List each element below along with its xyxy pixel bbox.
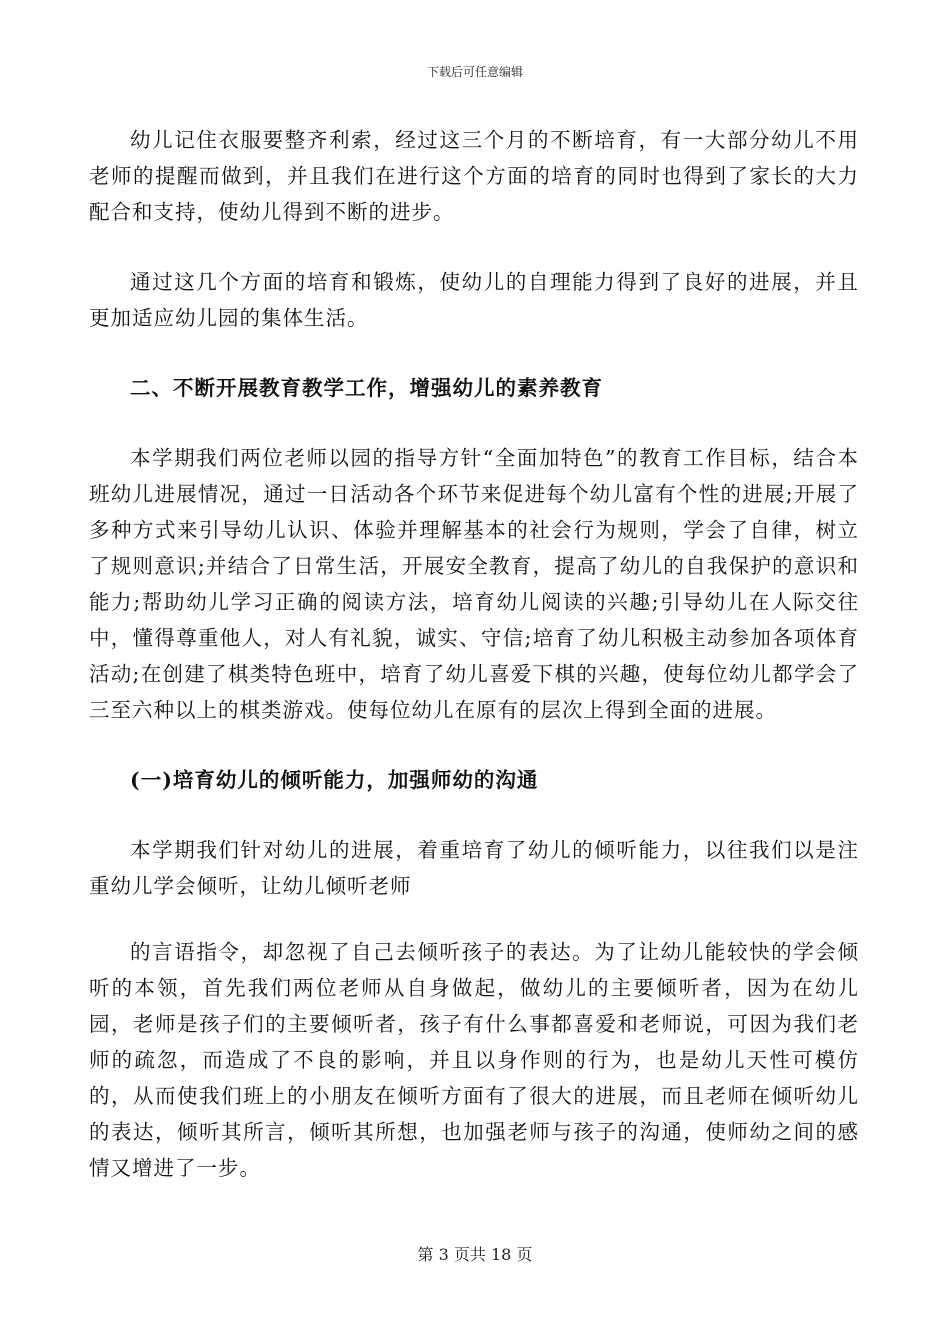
paragraph-listening-intro: 本学期我们针对幼儿的进展，着重培育了幼儿的倾听能力，以往我们以是注重幼儿学会倾听，让幼儿倾听老师: [89, 838, 859, 898]
paragraph-self-care-summary: 通过这几个方面的培育和锻炼，使幼儿的自理能力得到了良好的进展，并且更加适应幼儿园的集体生活。: [89, 270, 859, 330]
paragraph-teaching-work: 本学期我们两位老师以园的指导方针“全面加特色”的教育工作目标，结合本班幼儿进展情况，通过一日活动各个环节来促进每个幼儿富有个性的进展;开展了多种方式来引导幼儿认识、体验并理解基本的社会行为规则，学会了自律，树立了规则意识;并结合了日常生活，开展安全教育，提高了幼儿的自我保护的意识和能力;帮助幼儿学习正确的阅读方法，培育幼儿阅读的兴趣;引导幼儿在人际交往中，懂得尊重他人，对人有礼貌，诚实、守信;培育了幼儿积极主动参加各项体育活动;在创建了棋类特色班中，培育了幼儿喜爱下棋的兴趣，使每位幼儿都学会了三至六种以上的棋类游戏。使每位幼儿在原有的层次上得到全面的进展。: [89, 446, 859, 722]
page-header: 下载后可任意编辑: [426, 65, 523, 79]
document-body: [89, 122, 859, 1186]
paragraph-listening-detail: 的言语指令，却忽视了自己去倾听孩子的表达。为了让幼儿能较快的学会倾听的本领，首先我们两位老师从自身做起，做幼儿的主要倾听者，因为在幼儿园，老师是孩子们的主要倾听者，孩子有什么事都喜爱和老师说，可因为我们老师的疏忽，而造成了不良的影响，并且以身作则的行为，也是幼儿天性可模仿的，从而使我们班上的小朋友在倾听方面有了很大的进展，而且老师在倾听幼儿的表达，倾听其所言，倾听其所想，也加强老师与孩子的沟通，使师幼之间的感情又增进了一步。: [89, 940, 859, 1180]
page-number: 第 3 页共 18 页: [417, 1245, 533, 1264]
section-heading-2: 二、不断开展教育教学工作，增强幼儿的素养教育: [130, 376, 603, 400]
subsection-heading-1: (一)培育幼儿的倾听能力，加强师幼的沟通: [130, 768, 539, 792]
paragraph-self-care-clothing: 幼儿记住衣服要整齐利索，经过这三个月的不断培育，有一大部分幼儿不用老师的提醒而做到，并且我们在进行这个方面的培育的同时也得到了家长的大力配合和支持，使幼儿得到不断的进步。: [89, 128, 859, 224]
